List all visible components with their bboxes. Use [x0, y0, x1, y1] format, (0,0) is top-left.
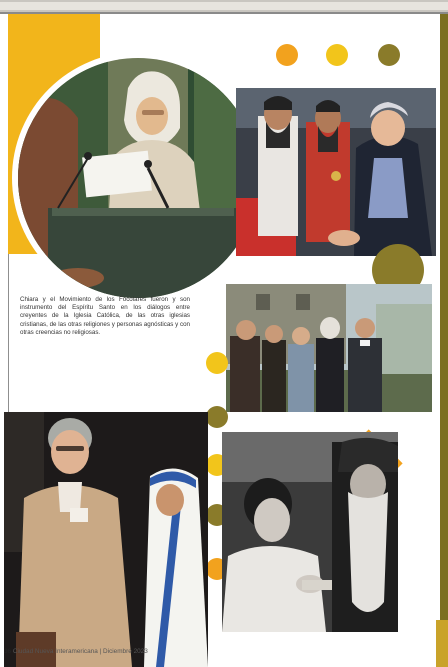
olive-dot	[378, 44, 400, 66]
photo-podium-speaker	[18, 58, 258, 298]
yellow-dot	[326, 44, 348, 66]
photo-group-outdoors	[226, 284, 432, 412]
footer-separator: |	[99, 648, 102, 655]
right-olive-bar	[440, 14, 448, 667]
photo-chiara-mother-teresa	[4, 412, 208, 667]
group-photo-illustration	[226, 284, 432, 412]
patriarch-photo-illustration	[222, 432, 398, 632]
right-mustard-bar	[436, 620, 448, 667]
page-number: 36	[4, 648, 12, 655]
photo-woman-patriarch	[222, 432, 398, 632]
photo-caption: Chiara y el Movimiento de los Focolares fueron y son instrumento del Espíritu Santo en los diálogos entre creyentes de la Iglesia Católica, de las otras iglesias cristianas, de las otras religiones y personas agnósticas y con otras creencias no religiosas.	[20, 296, 190, 336]
podium-photo-illustration	[18, 58, 258, 298]
handshake-photo-illustration	[236, 88, 436, 256]
olive-dot-2	[206, 406, 228, 428]
issue-date: Diciembre 2023	[103, 648, 148, 655]
page-footer	[4, 648, 244, 655]
yellow-dot-2	[206, 352, 228, 374]
magazine-name: Ciudad Nueva Interamericana	[12, 648, 98, 655]
photo-handshake-religious-leaders	[236, 88, 436, 256]
orange-dot	[276, 44, 298, 66]
top-border-inner	[0, 2, 448, 10]
mother-teresa-photo-illustration	[4, 412, 208, 667]
